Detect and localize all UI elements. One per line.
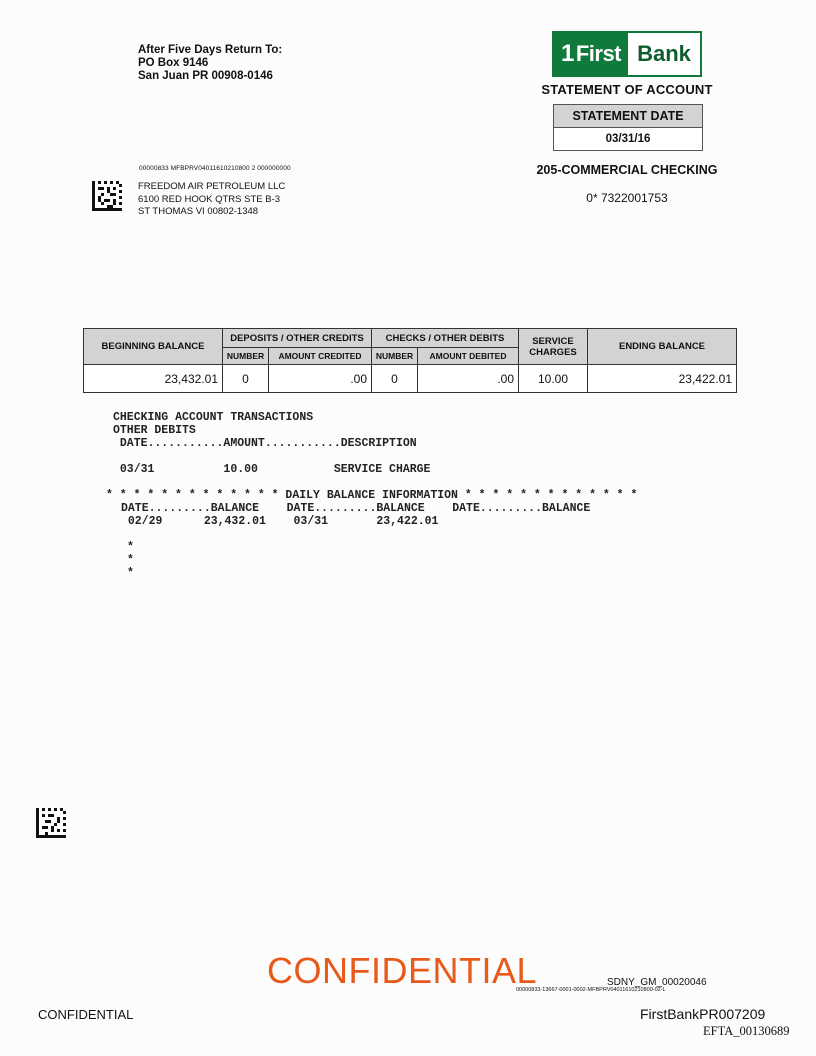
firstbank-document-id: FirstBankPR007209: [640, 1006, 766, 1022]
header-checks: CHECKS / OTHER DEBITS: [372, 329, 519, 348]
logo-one-glyph: 1: [560, 40, 574, 67]
value-check-count: 0: [372, 365, 418, 393]
header-deposit-number: NUMBER: [223, 348, 269, 365]
other-debits-heading: OTHER DEBITS: [113, 424, 196, 437]
balance-summary-table: [83, 328, 737, 393]
statement-date-label: STATEMENT DATE: [554, 105, 702, 128]
header-service-charges: SERVICE CHARGES: [519, 329, 588, 365]
mail-barcode-text: 00000833 MFBPRV04011610210800 2 000000000: [139, 165, 291, 172]
datamatrix-code-icon: [36, 808, 66, 838]
return-line-3: San Juan PR 00908-0146: [138, 70, 273, 82]
header-check-number: NUMBER: [372, 348, 418, 365]
header-beginning-balance: BEGINNING BALANCE: [84, 329, 223, 365]
return-line-2: PO Box 9146: [138, 57, 209, 69]
account-number: 0* 7322001753: [586, 191, 668, 205]
filler-star-1: *: [127, 541, 134, 554]
sdny-bates-number: SDNY_GM_00020046: [607, 977, 707, 988]
tiny-document-code: 00000833-13667-0001-0002-MFBPRV04011610210800-02-L: [516, 987, 666, 993]
logo-bank-text: Bank: [637, 41, 691, 66]
statement-title: STATEMENT OF ACCOUNT: [541, 82, 713, 97]
firstbank-logo: [552, 31, 702, 77]
datamatrix-code-icon: [92, 181, 122, 211]
logo-first-panel: [554, 33, 628, 75]
statement-date-value: 03/31/16: [554, 128, 702, 150]
statement-date-box: [553, 104, 703, 151]
value-deposit-amount: .00: [269, 365, 372, 393]
header-amount-debited: AMOUNT DEBITED: [418, 348, 519, 365]
mailing-address: [138, 181, 285, 219]
value-ending-balance: 23,422.01: [588, 365, 737, 393]
mailing-line-2: 6100 RED HOOK QTRS STE B-3: [138, 193, 281, 205]
transactions-heading: CHECKING ACCOUNT TRANSACTIONS: [113, 411, 314, 424]
efta-number: EFTA_00130689: [703, 1024, 790, 1038]
value-check-amount: .00: [418, 365, 519, 393]
header-ending-balance: ENDING BALANCE: [588, 329, 737, 365]
mailing-line-1: FREEDOM AIR PETROLEUM LLC: [138, 181, 286, 192]
confidential-watermark: CONFIDENTIAL: [267, 950, 538, 991]
daily-balance-row: 02/29 23,432.01 03/31 23,422.01: [121, 515, 439, 528]
daily-balance-heading: * * * * * * * * * * * * * DAILY BALANCE INFORMATION * * * * * * * * * * * * *: [106, 489, 638, 502]
header-amount-credited: AMOUNT CREDITED: [269, 348, 372, 365]
filler-star-2: *: [127, 554, 134, 567]
value-beginning-balance: 23,432.01: [84, 365, 223, 393]
return-address: [138, 44, 282, 83]
value-service-charges: 10.00: [519, 365, 588, 393]
transactions-columns: DATE...........AMOUNT...........DESCRIPTION: [113, 437, 417, 450]
confidential-label: CONFIDENTIAL: [38, 1007, 134, 1022]
return-line-1: After Five Days Return To:: [138, 44, 283, 56]
logo-first-text: First: [575, 41, 622, 66]
transaction-row: 03/31 10.00 SERVICE CHARGE: [113, 463, 431, 476]
daily-balance-columns: DATE.........BALANCE DATE.........BALANCE DATE.........BALANCE: [121, 502, 591, 515]
account-type: 205-COMMERCIAL CHECKING: [536, 163, 718, 177]
filler-star-3: *: [127, 567, 134, 580]
mailing-line-3: ST THOMAS VI 00802-1348: [138, 206, 259, 217]
header-deposits: DEPOSITS / OTHER CREDITS: [223, 329, 372, 348]
value-deposit-count: 0: [223, 365, 269, 393]
